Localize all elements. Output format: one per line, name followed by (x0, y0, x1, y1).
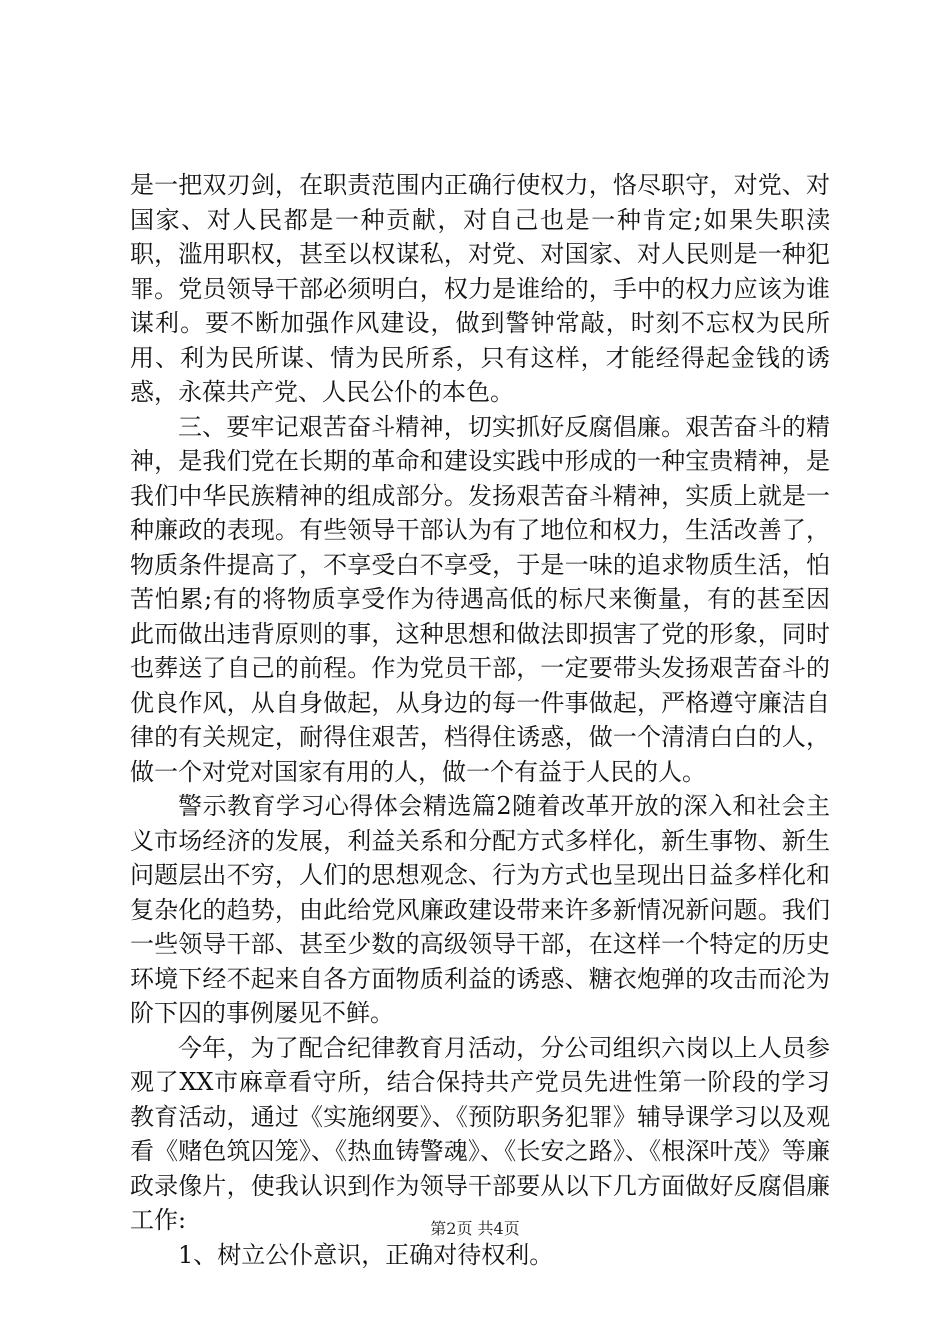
paragraph-this-year: 今年，为了配合纪律教育月活动，分公司组织六岗以上人员参观了XX市麻章看守所，结合保持共产党员先进性第一阶段的学习教育活动，通过《实施纲要》、《预防职务犯罪》辅导课学习以及观看《赌色筑囚笼》、《热血铸警魂》、《长安之路》、《根深叶茂》等廉政录像片，使我认识到作为领导干部要从以下几方面做好反腐倡廉工作: (130, 1033, 830, 1234)
paragraph-point-one: 1、树立公仆意识，正确对待权利。 (178, 1240, 554, 1269)
paragraph-continuation: 是一把双刃剑，在职责范围内正确行使权力，恪尽职守，对党、对国家、对人民都是一种贡献，对自己也是一种肯定;如果失职渎职，滥用职权，甚至以权谋私，对党、对国家、对人民则是一种犯罪。党员领导干部必须明白，权力是谁给的，手中的权力应该为谁谋利。要不断加强作风建设，做到警钟常敲，时刻不忘权为民所用、利为民所谋、情为民所系，只有这样，才能经得起金钱的诱惑，永葆共产党、人民公仆的本色。 (130, 171, 830, 406)
paragraph-article-two-intro: 警示教育学习心得体会精选篇2随着改革开放的深入和社会主义市场经济的发展，利益关系和分配方式多样化，新生事物、新生问题层出不穷，人们的思想观念、行为方式也呈现出日益多样化和复杂化的趋势，由此给党风廉政建设带来许多新情况新问题。我们一些领导干部、甚至少数的高级领导干部，在这样一个特定的历史环境下经不起来自各方面物质利益的诱惑、糖衣炮弹的攻击而沦为阶下囚的事例屡见不鲜。 (130, 792, 830, 1027)
paragraph-section-three: 三、要牢记艰苦奋斗精神，切实抓好反腐倡廉。艰苦奋斗的精神，是我们党在长期的革命和建设实践中形成的一种宝贵精神，是我们中华民族精神的组成部分。发扬艰苦奋斗精神，实质上就是一种廉政的表现。有些领导干部认为有了地位和权力，生活改善了，物质条件提高了，不享受白不享受，于是一味的追求物质生活，怕苦怕累;有的将物质享受作为待遇高低的标尺来衡量，有的甚至因此而做出违背原则的事，这种思想和做法即损害了党的形象，同时也葬送了自己的前程。作为党员干部，一定要带头发扬艰苦奋斗的优良作风，从自身做起，从身边的每一件事做起，严格遵守廉洁自律的有关规定，耐得住艰苦，档得住诱惑，做一个清清白白的人，做一个对党对国家有用的人，做一个有益于人民的人。 (130, 412, 830, 786)
document-body (130, 168, 830, 1272)
page-footer: 第2页 共4页 (430, 1219, 520, 1238)
